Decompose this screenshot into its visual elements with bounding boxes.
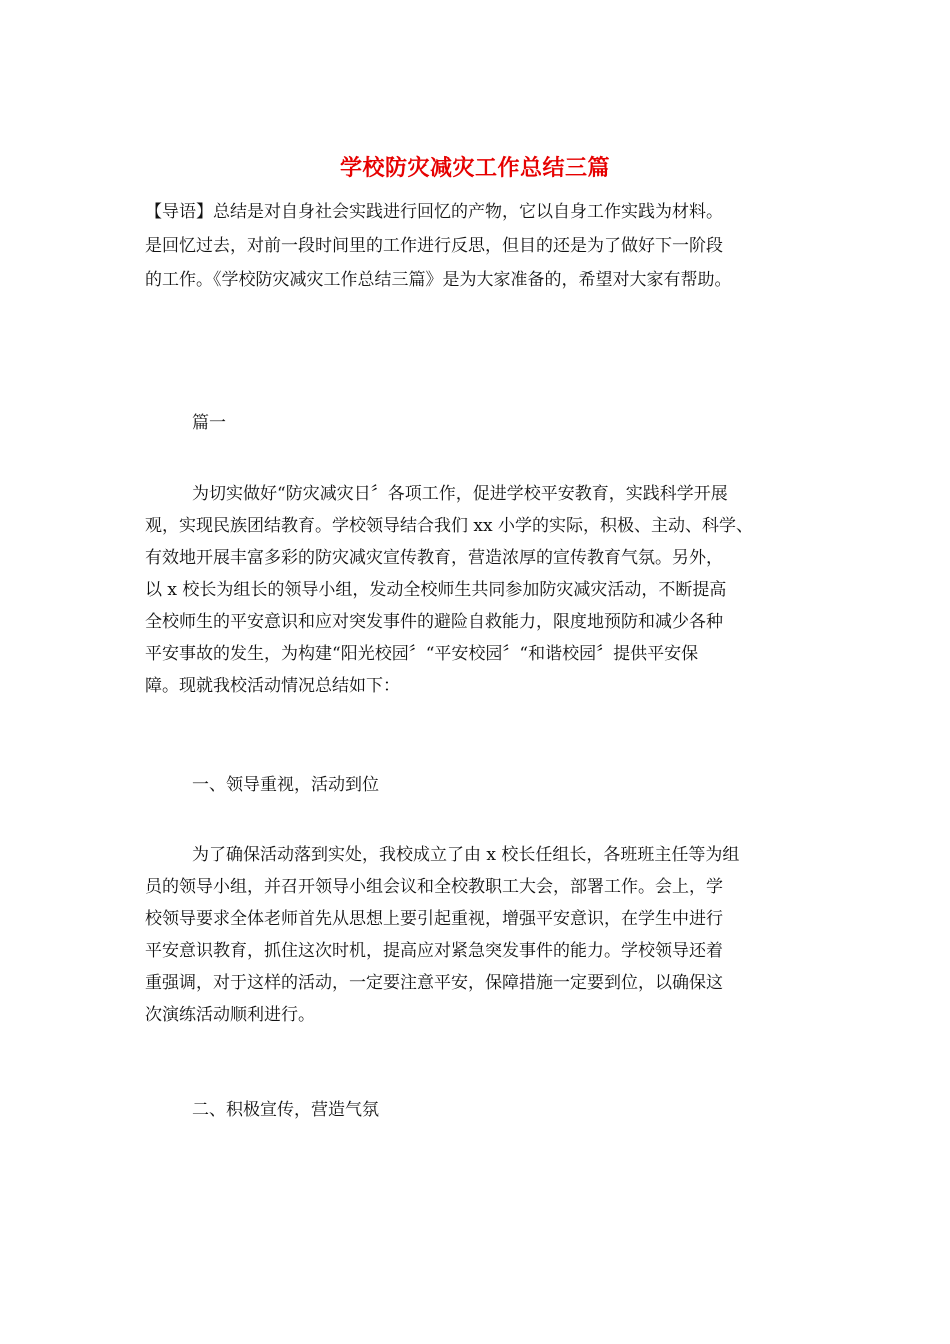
heading-2 [145,1094,825,1126]
paragraph-line: 重强调，对于这样的活动，一定要注意平安，保障措施一定要到位，以确保这 [145,973,723,993]
paragraph-line: 为切实做好“防灾减灾日〞各项工作，促进学校平安教育，实践科学开展 [192,484,728,504]
paragraph-line: 平安事故的发生，为构建“阳光校园〞“平安校园〞“和谐校园〞提供平安保 [145,644,699,664]
paragraph-line: 有效地开展丰富多彩的防灾减灾宣传教育，营造浓厚的宣传教育气氛。另外， [145,548,723,568]
intro-line: 【导语】总结是对自身社会实践进行回忆的产物，它以自身工作实践为材料。 [145,202,723,222]
paragraph-line: 次演练活动顺利进行。 [145,1005,315,1025]
paragraph-line: 障。现就我校活动情况总结如下： [145,676,400,696]
heading-text: 二、积极宣传，营造气氛 [192,1100,379,1120]
paragraph-2 [145,839,825,1031]
paragraph-1 [145,478,825,702]
heading-1 [145,769,825,801]
paragraph-line: 观，实现民族团结教育。学校领导结合我们 xx 小学的实际，积极、主动、科学、 [145,516,753,536]
paragraph-line: 平安意识教育，抓住这次时机，提高应对紧急突发事件的能力。学校领导还着 [145,941,723,961]
section-label [145,407,825,439]
paragraph-line: 全校师生的平安意识和应对突发事件的避险自救能力，限度地预防和减少各种 [145,612,723,632]
intro-line: 的工作。《学校防灾减灾工作总结三篇》是为大家准备的，希望对大家有帮助。 [145,270,732,290]
heading-text: 一、领导重视，活动到位 [192,775,379,795]
paragraph-line: 员的领导小组，并召开领导小组会议和全校教职工大会，部署工作。会上，学 [145,877,723,897]
paragraph-line: 以 x 校长为组长的领导小组，发动全校师生共同参加防灾减灾活动，不断提高 [145,580,727,600]
section-label-text: 篇一 [192,413,226,433]
intro-paragraph [145,195,825,297]
document-title: 学校防灾减灾工作总结三篇 [339,155,610,181]
paragraph-line: 为了确保活动落到实处，我校成立了由 x 校长任组长，各班班主任等为组 [192,845,740,865]
paragraph-line: 校领导要求全体老师首先从思想上要引起重视，增强平安意识，在学生中进行 [145,909,723,929]
intro-line: 是回忆过去，对前一段时间里的工作进行反思，但目的还是为了做好下一阶段 [145,236,723,256]
